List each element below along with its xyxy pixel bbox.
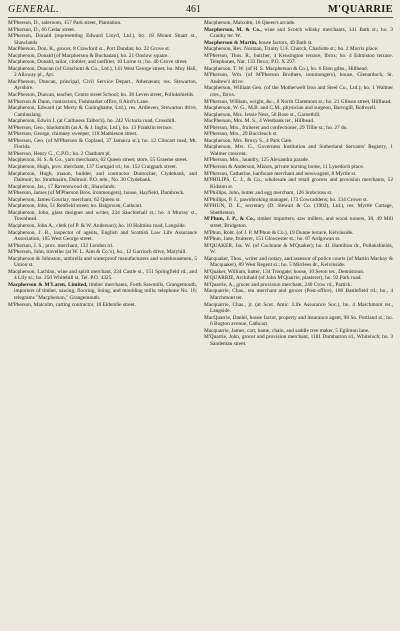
entry-details: & Co., wholesale and retail grocers and provision merchants, 52 Kidston st. — [210, 177, 393, 190]
entry-name: MacPherson, Duncan, — [8, 78, 57, 85]
entry-name: M'Pherson, Henry G., — [8, 150, 55, 157]
directory-entry — [8, 282, 197, 302]
entry-name: M'Pherson, Donald — [8, 33, 52, 40]
entry-name: Macquarrie, Chas., jr. — [204, 301, 253, 308]
entry-name: M'QUAKER, Jas. W. — [204, 242, 251, 249]
entry-name: M'Phillips, John, — [204, 190, 241, 197]
entry-name: Macpherson, Rev. Norman, — [204, 46, 263, 53]
entry-name: Macpherson, John, — [8, 209, 50, 216]
directory-entry — [204, 334, 393, 347]
entry-name: Macpherson & M'Laren, Limited, — [8, 281, 88, 288]
entry-name: Macpherson, Jas., — [8, 183, 47, 190]
entry-name: M'Pherson, Thos. R., — [204, 52, 252, 59]
entry-details: prov. merchant, 137 Garngad rd.; ho. 152 Craigpark street. — [50, 164, 177, 171]
entry-name: M'Quarrie, John, — [204, 334, 241, 341]
entry-name: Macquarrie, James, — [204, 327, 246, 334]
entry-details: butcher, 4 Kensington terrace, Ibrox; ho. 4 Edmiston terrace. Telephones, Nat. 133 Ibrox; P.O. X 297. — [210, 52, 393, 66]
entry-name: MacPherson, Mrs. M. S., — [204, 118, 258, 125]
entry-name: M'Pherson, Geo. — [8, 137, 45, 144]
entry-details: glass designer and writer, 234 Sauchiehall st.; ho. 4 Murray st., Townhead. — [14, 209, 197, 223]
directory-entry — [204, 256, 393, 269]
entry-name: M'Phun, Robt. — [204, 229, 236, 236]
entry-details: 51 Renfield street; ho. Balgowan, Cathcart. — [48, 203, 143, 210]
entry-name: Macpherson, Donald, — [8, 59, 55, 66]
entry-name: MacPherson, Duncan, — [8, 92, 56, 99]
entry-details: umbrella and waterproof manufacturers and warehousemen, 5 Union st. — [14, 255, 197, 269]
entry-details: C.P.O.; ho. 2 Chatham pl. — [54, 150, 111, 157]
entry-name: Macpherson, Mrs. Jessie — [204, 111, 257, 118]
directory-entry — [204, 72, 393, 85]
columns — [8, 20, 393, 347]
entry-details: 17 Ravenswood dr., Shawlands. — [46, 183, 116, 190]
entry-name: Macpherson & Johnston, — [8, 255, 62, 262]
entry-name: Macquarrie, Chas., — [204, 288, 246, 295]
entry-details: timber importers, saw millers, and wood turners, 38, 49 Mill street, Bridgeton. — [210, 216, 393, 229]
directory-entry — [8, 210, 197, 223]
directory-entry — [204, 216, 393, 229]
entry-details: hardware merchant and news-agent, 8 Myrtle st. — [251, 170, 357, 177]
entry-name: M'PHUN, D. E., — [204, 203, 243, 210]
directory-entry — [8, 302, 197, 309]
entry-name: M'Pherson, J. S., — [8, 242, 44, 249]
entry-details: (of John M'Quarrie, plasterer), ho. 92 Park road. — [257, 275, 362, 282]
entry-details: fruiterer, 151 Gloucester st.; ho. 87 Ardgowan st. — [234, 236, 341, 243]
entry-name: Macpherson & Martin, — [204, 39, 258, 46]
entry-details: Ness, 58 Rose st., Garnethill. — [256, 111, 321, 118]
entry-details: Geo. (of the Motherwell Iron and Steel Co., Ltd.); ho. 1 Walmer cres., Ibrox. — [210, 85, 393, 99]
entry-name: M'Pherson, George, — [8, 131, 51, 138]
entry-details: (of Cochrane & M'Quaker); ho. 41 Hamilton dr., Pollokshields, W. — [210, 242, 393, 256]
header-rule — [8, 17, 393, 18]
entry-name: Macpherson, Lachlan, — [8, 268, 56, 275]
directory-entry — [204, 177, 393, 190]
entry-details: traveller (at W. L. Aim & Co.'s), ho., 12 Garrioch drive, Maryhill. — [45, 249, 187, 256]
entry-details: inspector of agents, English and Scottish Law Life Assurance Association, 165 West George street. — [14, 229, 197, 243]
entry-name: M'Pherson, Catherine, — [204, 170, 252, 177]
running-head: M'QUARRIE — [327, 4, 393, 15]
entry-name: M'Pherson, D., — [8, 26, 41, 33]
entry-details: fruiterer and confectioner, 29 Tillie st.; ho. 27 do. — [240, 124, 348, 131]
entry-name: M'Pherson & Anderson, — [204, 164, 256, 171]
entry-details: (of J. P. M'Phun & Co.), 19 Dunne terrace, Kelvinside. — [235, 229, 354, 236]
directory-entry — [8, 269, 197, 282]
entry-details: mason, builder, and contractor Duntocher, Clydebank, and Dalmuir; ho. Strathnairn, Dalmuir. P.O. tele., No. 30 Clydebank. — [14, 170, 197, 184]
entry-details: 16 Queen's arcade. — [253, 20, 296, 26]
entry-details: grocer and provision merchant, 240 Crow rd., Partick. — [234, 281, 352, 288]
entry-details: (at Scot. Amic. Life Assurance Soc.), ho. 4 Marchmont ter., Langside. — [210, 301, 393, 315]
entry-name: Macpherson, John A., — [8, 222, 55, 229]
entry-details: hatter, 134 Trongate; house, 10 Seton ter., Dennistoun. — [246, 268, 365, 275]
entry-name: M'Pherson, Mrs., — [204, 131, 241, 138]
entry-details: tailor, clothier, and outfitter, 10 Lorne st.; ho. 40 Grove street. — [54, 59, 188, 66]
directory-entry — [204, 288, 393, 301]
entry-details: grocer and provision merchant, 1181 Dumbarton rd., Whiteinch; ho. 3 Sandeman street. — [210, 334, 393, 347]
entry-name: M'Pherson, James — [8, 190, 47, 197]
entry-name: Macpherson, Donald — [8, 52, 53, 59]
left-column — [8, 20, 197, 347]
entry-details: 29 Buccleuch st. — [240, 131, 278, 138]
entry-details: writer and notary, and assessor of police courts (of Martin Mackay & Macquaker), 89 West Regent st.; ho. 5 Mirrlees dr., Kelvinside. — [210, 255, 393, 269]
entry-details: (of M'Pherson & Copland, 37 Jamaica st.); ho. 12 Clincart road, Mt. Florida. — [14, 137, 197, 151]
directory-entry — [8, 105, 197, 118]
directory-entry — [8, 33, 197, 46]
entry-details: Bruxy S., 4 Park Gate. — [243, 137, 293, 144]
page-header — [8, 4, 393, 16]
entry-details: 66 Cedar street. — [40, 26, 76, 33]
entry-name: Macpherson, Hugh, — [8, 170, 53, 177]
entry-name: Macpherson, Mrs. G., — [204, 144, 255, 151]
entry-details: wright, &c., 8 North Claremont st.; ho. 21 Gibson street, Hillhead. — [248, 98, 392, 105]
entry-details: prov. merchant, 132 London rd. — [44, 242, 114, 249]
entry-name: Macpherson, Malcolm, — [204, 20, 254, 26]
entry-name: Macpherson, J. R., — [8, 229, 52, 236]
entry-name: MacQuarrie, Daniel, — [204, 314, 249, 321]
entry-name: Macpherson, H. S. — [8, 157, 48, 164]
directory-entry — [8, 138, 197, 151]
entry-details: house factors, 49 Bath st. — [257, 39, 313, 46]
entry-details: (of Grischotti & Co., Ltd.), 141 West George street; ho. Moy Hall, 2 Alloway pl., Ayr. — [14, 65, 197, 79]
entry-name: M'Pherson, Mrs., — [204, 157, 241, 164]
entry-name: Macpherson, Edwin J. — [8, 118, 56, 125]
entry-details: blacksmith (at A. & J. Inglis, Ltd.), ho. 13 Franklin terrace. — [45, 124, 173, 131]
entry-details: 4 Westbank ter., Hillhead. — [257, 118, 315, 125]
entry-details: (of H. S. Macpherson & Co.), ho. 6 Eton gdns., Hillhead. — [244, 65, 368, 72]
entry-name: Macpherson, W. G., — [204, 105, 247, 112]
entry-name: M'Pherson, William, — [204, 98, 249, 105]
entry-name: M'QUARRIE, Archibald — [204, 275, 258, 282]
entry-name: Macpherson, Hugh, — [8, 164, 51, 171]
entry-details: (of Macpherson & Buchanan), ho. 21 Onslow square. — [52, 52, 169, 59]
entry-name: Macpherson, T. W. — [204, 65, 245, 72]
entry-details: contractors, Fishmarket office, 8 Aird's Lane. — [50, 98, 150, 105]
entry-details: carting contractor, 18 Elderslie street. — [54, 301, 136, 308]
directory-entry — [8, 66, 197, 79]
entry-details: Trinity U.F. Church, Charlotte st.; ho. 2 Morris place. — [262, 46, 379, 53]
directory-entry — [204, 302, 393, 315]
entry-name: M'Pherson & Dunn, — [8, 98, 51, 105]
entry-name: Macpherson, M. & Co., — [204, 26, 262, 33]
directory-entry — [8, 79, 197, 92]
entry-name: Macpherson, Duncan — [8, 65, 54, 72]
directory-entry — [8, 256, 197, 269]
entry-name: Macpherson, James Gourlay, — [8, 196, 70, 203]
entry-name: MacPherson, Don. R., — [8, 46, 56, 53]
directory-entry — [204, 53, 393, 66]
entry-details: house factor, property and insurance agent, 98 So. Portland st.; ho. 6 Bogton avenue, Cathcart. — [210, 314, 393, 328]
entry-name: M'Pherson, D., — [8, 20, 41, 26]
entry-details: M.B. and C.M., physician and surgeon, Barrogill, Bothwell. — [246, 105, 377, 112]
entry-details: laundry, 125 Alexandra parade. — [240, 157, 310, 164]
entry-details: (representing Edward Lloyd, Ltd.), bo. 18 Mount Stuart st., Shawlands — [14, 33, 197, 46]
entry-details: butter and egg merchant, 126 Stobcross st. — [240, 190, 333, 197]
entry-details: saleroom, 157 Park street, Plantation. — [40, 20, 122, 26]
directory-entry — [8, 230, 197, 243]
entry-name: M'Quarrie, A., — [204, 281, 235, 288]
entry-details: (at Merry & Cuninghame, Ltd.), res. Ardleven, Stewarton drive, Cambuslang. — [14, 105, 197, 118]
entry-details: (at Caithness Talbot's), ho. 242 Victoria road, Crosshill. — [55, 118, 176, 125]
entry-details: & Co., yarn merchants, 62 Queen street; store, 55 Graeme street. — [47, 157, 188, 164]
entry-details: secretary (D. Stewart & Co. (1902), Ltd.), res. Myrtle Cottage, Shettleston. — [210, 203, 393, 216]
directory-entry — [8, 171, 197, 184]
entry-name: M'Pherson, Mrs., — [204, 124, 241, 131]
entry-details: tea merchant and grocer (Post-office), 186 Battlefield rd.; ho., 4 Marchmont ter. — [210, 288, 393, 301]
entry-name: M'Phun, Jane, — [204, 236, 235, 243]
entry-name: M'Pherson, Malcolm, — [8, 301, 55, 308]
entry-name: M'Pherson, John, — [8, 249, 46, 256]
directory-entry — [204, 203, 393, 216]
right-column — [204, 20, 393, 347]
entry-details: merchant, 62 Queen st. — [69, 196, 121, 203]
entry-name: Macpherson, Mrs. — [204, 137, 244, 144]
directory-entry — [204, 243, 393, 256]
directory-entry — [204, 27, 393, 40]
entry-details: wine and Scotch whisky merchants, 141 Bath st.; ho. 3 Granby ter. W. — [210, 26, 393, 40]
entry-details: (of M'Pherson Brothers, ironmongers), house, Glenardoch, St. Andrew's drive. — [210, 72, 393, 85]
entry-details: wine and spirit merchant, 224 Castle st., 151 Springfield rd., and 4 Lily st.; ho. 250 Whitehill st. Tel. P.O. 4325. — [14, 268, 197, 282]
entry-details: pawnbroking manager, 173 Cowcaddens; ho. 134 Crown st. — [238, 196, 368, 203]
entry-name: Macpherson, Edward — [8, 105, 55, 112]
entry-details: cart, hame, chain, and saddle tree maker, 5 Eglinton lane. — [245, 327, 370, 334]
entry-details: timber merchants, Forth Sawmills, Grangemouth, importers of timber, sawing, flooring, lining, and moulding mills; telephone No. 16; telegrams "Macpherson," Grangemouth. — [14, 281, 197, 301]
entry-details: (of M'Pherson Bros. ironmongers), house, Hayfield, Dumbreck. — [46, 190, 185, 197]
entry-details: grocer, 8 Crawford st., Port Dundas; ho. 22 Grove st. — [55, 46, 171, 53]
entry-name: M'Phillips, P. J., — [204, 196, 239, 203]
entry-details: teacher, Centre street School; ho. 38 Leven street, Pollokshields. — [55, 92, 195, 99]
entry-name: M'Pherson, Geo., — [8, 124, 46, 131]
section-title: GENERAL. — [8, 4, 60, 15]
directory-entry — [204, 85, 393, 98]
directory-entry — [204, 144, 393, 157]
entry-name: M'PHILIPS, C. J., — [204, 177, 245, 184]
entry-name: M'Pherson, Wm. — [204, 72, 243, 79]
entry-name: M'Quaker, William, — [204, 268, 247, 275]
entry-details: clerk (of P. & W. Anderson); ho. 10 Holmlea road, Langside. — [54, 222, 186, 229]
directory-entry — [204, 315, 393, 328]
entry-name: Macquaker, Thos., — [204, 255, 244, 262]
entry-details: chimney sweeper, 118 Mathieson street. — [50, 131, 138, 138]
entry-details: Governess Institution and Sutherland Servants' Registry, 1 Walmer crescent. — [210, 144, 393, 157]
entry-name: Macpherson, John, — [8, 203, 49, 210]
entry-name: Macpherson, William — [204, 85, 251, 92]
page-number: 461 — [186, 4, 202, 15]
entry-details: principal, Civil Service Depart., Athenæum; res. Stewarton, Ayrshire. — [14, 78, 197, 92]
entry-name: M'Phun, J. P., & Co., — [204, 216, 256, 223]
entry-details: Misses, private nursing home, 11 Lynedoch place. — [255, 164, 365, 171]
